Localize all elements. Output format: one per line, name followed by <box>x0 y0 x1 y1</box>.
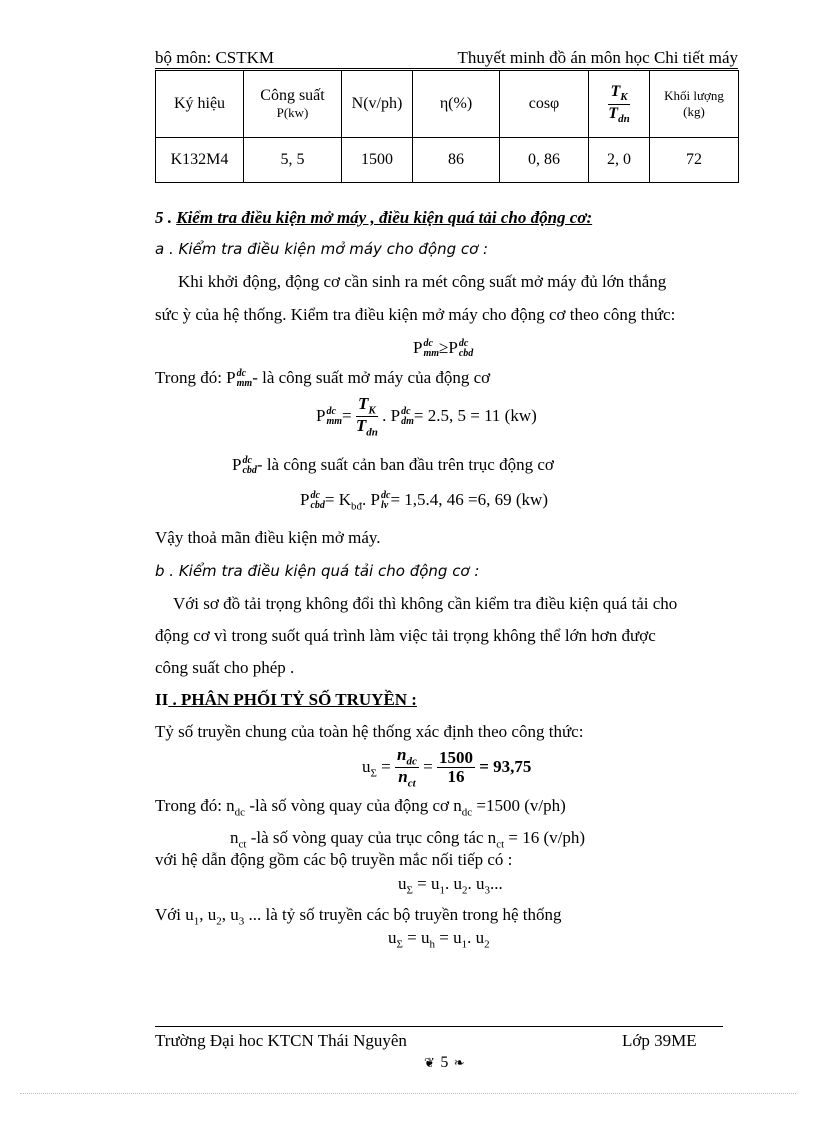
para-2-line-1: Với sơ đồ tải trọng không đổi thì không cần kiểm tra điều kiện quá tải cho <box>173 594 678 613</box>
subsection-a-heading: a . Kiểm tra điều kiện mở máy cho động cơ : <box>155 240 489 258</box>
subsection-b-heading: b . Kiểm tra điều kiện quá tải cho động cơ : <box>155 562 480 580</box>
f2-fraction <box>356 395 378 439</box>
cell-cong-suat: 5, 5 <box>244 138 342 183</box>
ndc-mid: -là số vòng quay của động cơ n <box>245 796 462 815</box>
f5-s1: 1 <box>439 884 445 897</box>
f4-num-sub: dc <box>406 755 417 768</box>
cell-cos: 0, 86 <box>500 138 589 183</box>
voi-u-line <box>155 905 562 927</box>
f4-den2: 16 <box>447 767 465 787</box>
pcbd-sub: cbd <box>242 465 257 477</box>
voiu-c1: , u <box>199 905 217 924</box>
f2-num: T <box>358 394 369 413</box>
nct-sub: ct <box>238 838 247 851</box>
th-cos: cosφ <box>500 71 589 138</box>
table-row <box>156 138 739 183</box>
section-ii-heading <box>155 690 417 710</box>
voi-he-line: với hệ dẫn động gồm các bộ truyền mắc nối tiếp có : <box>155 850 513 869</box>
f3-sub: cbd <box>310 500 325 512</box>
tk-den-sub: dn <box>618 112 630 125</box>
f4-result: = 93,75 <box>479 756 532 776</box>
f4-num: n <box>397 745 407 764</box>
f1-ge: ≥ <box>439 338 449 357</box>
f3-rest: = 1,5.4, 46 =6, 69 (kw) <box>390 490 548 509</box>
tk-num-sub: K <box>620 91 628 104</box>
voiu-s1: 1 <box>193 915 200 928</box>
table-header-row <box>156 71 739 138</box>
para-1-line-1: Khi khởi động, động cơ cần sinh ra mét công suất mở máy đủ lớn thắng <box>178 272 667 291</box>
f5-end: ... <box>490 874 503 893</box>
cell-khoi-luong: 72 <box>650 138 739 183</box>
f2-den: T <box>355 416 367 436</box>
f4-fraction-2 <box>437 749 475 787</box>
nct-definition <box>230 828 585 850</box>
section-ii-title: . PHÂN PHỐI TỶ SỐ TRUYỀN : <box>168 690 417 709</box>
f6-u: u <box>388 928 397 947</box>
f3-sup: dc <box>310 490 320 502</box>
page-number: 5 <box>440 1054 449 1071</box>
formula-ratio-split <box>388 928 490 950</box>
formula-series-product <box>398 874 503 896</box>
trongdo1-text: - là công suất mở máy của động cơ <box>252 368 491 387</box>
trong-do-line-1 <box>155 368 490 389</box>
f2-sub: mm <box>326 415 343 427</box>
f1-sub: mm <box>423 348 440 360</box>
f2-sup: dc <box>326 405 336 417</box>
th-eta: η(%) <box>413 71 500 138</box>
f6-h: h <box>429 938 435 951</box>
f5-s2: 2 <box>462 884 468 897</box>
pcbd-text: - là công suất cản ban đầu trên trục động cơ <box>256 455 554 474</box>
ndc-definition <box>155 796 566 818</box>
th-cong-suat-unit: P(kw) <box>276 105 309 120</box>
page-bottom-dotted-line <box>20 1093 796 1094</box>
f3-dot: . P <box>362 490 381 509</box>
f6-m: . u <box>467 928 485 947</box>
ndc-end: =1500 (v/ph) <box>472 796 566 815</box>
ndc-sub2: dc <box>461 806 473 819</box>
para-1-line-2: sức ỳ của hệ thống. Kiểm tra điều kiện mở máy cho động cơ theo công thức: <box>155 305 676 324</box>
section-5-title: Kiểm tra điều kiện mở máy , điều kiện quá tải cho động cơ: <box>176 208 593 227</box>
f3-p: P <box>300 490 310 509</box>
para-2-line-3: công suất cho phép . <box>155 658 295 677</box>
f2-eq: = <box>342 405 352 425</box>
th-tk-ratio <box>589 71 650 138</box>
page-number-block <box>424 1052 465 1072</box>
section-ii-number: II <box>155 690 169 709</box>
section-5-heading <box>155 208 592 228</box>
pcbd-p: P <box>232 455 242 474</box>
motor-spec-table <box>155 70 739 183</box>
ornament-right-icon: ❧ <box>453 1056 465 1071</box>
th-ky-hieu: Ký hiệu <box>156 71 244 138</box>
nct-mid: -là số vòng quay của trục công tác n <box>246 828 497 847</box>
nct-sub2: ct <box>496 838 505 851</box>
f2-dot: . P <box>382 405 401 425</box>
f2-sup2: dc <box>401 405 411 417</box>
voiu-s2: 2 <box>216 915 222 928</box>
voiu-end: ... là tỷ số truyền các bộ truyền trong hệ thống <box>244 905 562 924</box>
f5-u: u <box>398 874 407 893</box>
f3-k-sub: bđ <box>351 500 363 513</box>
th-khoi-luong <box>650 71 739 138</box>
f4-den-sub: ct <box>407 777 416 790</box>
th-cong-suat <box>244 71 342 138</box>
cell-tk-ratio: 2, 0 <box>589 138 650 183</box>
f5-e: . u <box>467 874 485 893</box>
f2-rest: = 2.5, 5 = 11 (kw) <box>413 405 537 425</box>
formula-total-ratio: $u_\Sigma$ = $\frac{n_{dc}}{n_{ct}}$ = $\frac{1500}{16}$ = 93,75 <box>362 745 532 790</box>
voiu-s3: 3 <box>238 915 245 928</box>
f4-fraction-1 <box>395 746 419 790</box>
trongdo1-sub: mm <box>236 378 253 390</box>
conclusion-startup: Vậy thoả mãn điều kiện mở máy. <box>155 528 381 547</box>
f6-s1: 1 <box>461 938 468 951</box>
ndc-pre: Trong đó: n <box>155 796 235 815</box>
para-2-line-2: động cơ vì trong suốt quá trình làm việc tải trọng không thể lớn hơn được <box>155 626 656 645</box>
f4-eq: = <box>376 756 395 776</box>
f2-num-sub: K <box>368 404 376 417</box>
tk-num: T <box>610 83 621 101</box>
section-5-number: 5 . <box>155 208 177 227</box>
ndc-sub: dc <box>234 806 246 819</box>
tk-fraction <box>608 83 629 125</box>
trongdo1-label: Trong đó: P <box>155 368 236 387</box>
tk-den: T <box>608 104 619 122</box>
th-n: N(v/ph) <box>342 71 413 138</box>
th-cong-suat-label: Công suất <box>260 87 325 104</box>
f3-sub2: lv <box>381 500 389 512</box>
footer-rule <box>155 1026 723 1027</box>
voiu-pre: Với u <box>155 905 194 924</box>
f4-num2: 1500 <box>438 747 473 767</box>
f1-sub2: cbd <box>458 348 474 360</box>
cell-ky-hieu: K132M4 <box>156 138 244 183</box>
f5-rest-pre: = u <box>412 874 440 893</box>
trongdo1-sup: dc <box>236 368 247 380</box>
f5-s: Σ <box>406 884 413 897</box>
section-ii-intro: Tỷ số truyền chung của toàn hệ thống xác định theo công thức: <box>155 722 584 741</box>
f5-m: . u <box>445 874 462 893</box>
header-rule <box>155 68 738 69</box>
f4-den: n <box>398 767 408 787</box>
header-left: bộ môn: CSTKM <box>155 48 275 67</box>
f4-lhs: u <box>362 756 371 776</box>
nct-pre: n <box>230 828 239 847</box>
f6-s2: 2 <box>484 938 490 951</box>
nct-end: = 16 (v/ph) <box>504 828 586 847</box>
f2-den-sub: dn <box>366 426 378 439</box>
f3-eq: = K <box>324 490 352 509</box>
formula-startup-condition <box>413 338 473 359</box>
f2-p: P <box>316 405 326 425</box>
f5-s3: 3 <box>484 884 490 897</box>
f6-eq2: = u <box>435 928 462 947</box>
pcbd-sup: dc <box>242 455 252 467</box>
th-khoi-luong-label: Khối lượng <box>664 88 724 103</box>
footer-left: Trường Đại hoc KTCN Thái Nguyên <box>155 1031 407 1050</box>
formula-initial-resistance <box>300 490 548 512</box>
pcbd-definition <box>232 455 554 476</box>
cell-n: 1500 <box>342 138 413 183</box>
formula-startup-power <box>316 395 537 439</box>
f1-sup: dc <box>423 338 433 350</box>
th-khoi-luong-unit: (kg) <box>683 104 705 119</box>
f4-lhs-sub: Σ <box>370 767 377 780</box>
f6-s: Σ <box>396 938 403 951</box>
f1-p2: P <box>448 338 458 357</box>
cell-eta: 86 <box>413 138 500 183</box>
f1-p: P <box>413 338 423 357</box>
f2-sub2: dm <box>401 415 414 427</box>
f3-sup2: dc <box>381 490 391 502</box>
f1-sup2: dc <box>458 338 469 350</box>
voiu-c2: , u <box>221 905 239 924</box>
header-right: Thuyết minh đồ án môn học Chi tiết máy <box>457 48 738 67</box>
f6-eq: = u <box>402 928 430 947</box>
footer-right: Lớp 39ME <box>622 1031 697 1050</box>
ornament-left-icon: ❦ <box>424 1056 435 1071</box>
